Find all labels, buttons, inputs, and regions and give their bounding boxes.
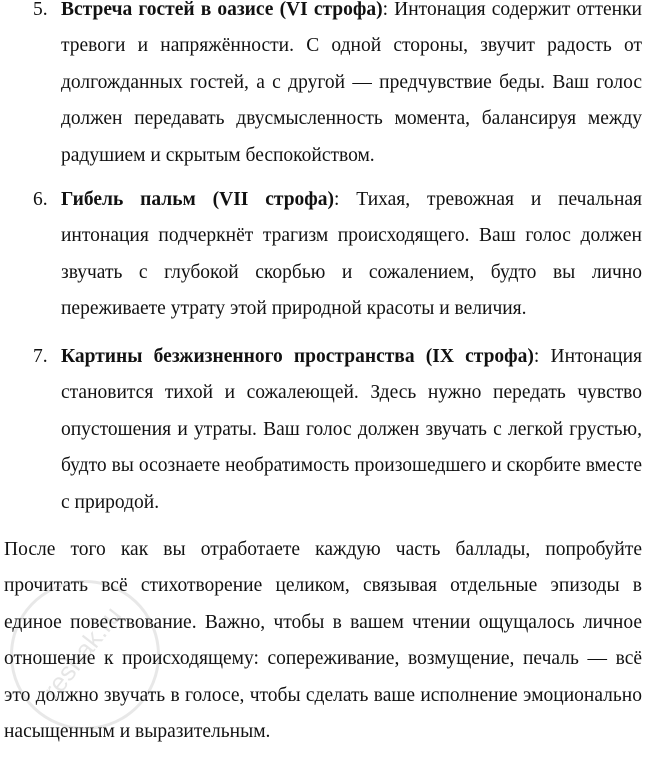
list-item-title: Встреча гостей в оазисе (VI строфа) <box>61 0 383 20</box>
list-number: 5. <box>33 0 48 20</box>
list-item-text: : Интонация содержит оттенки тревоги и напряжённости. С одной стороны, звучит радость от долгожданных гостей, а с другой — предчувствие беды. Ваш голос должен передавать двусмысленность момента, балансируя между радушием и скрытым беспокойством. <box>61 0 642 166</box>
list-item-title: Картины безжизненного пространства (IX строфа) <box>61 346 534 367</box>
watermark-text: reshak.ru <box>36 600 128 705</box>
list-item-body <box>61 339 642 521</box>
list-item-text: : Интонация становится тихой и сожалеющей. Здесь нужно передать чувство опустошения и утраты. Ваш голос должен звучать с легкой грустью, будто вы осознаете необратимость произошедшего и скорбите вместе с природой. <box>61 346 642 513</box>
list-number: 6. <box>33 189 48 210</box>
list-number: 7. <box>33 346 48 367</box>
list-item-text: : Тихая, тревожная и печальная интонация подчеркнёт трагизм происходящего. Ваш голос должен звучать с глубокой скорбью и сожалением, будто вы лично переживаете утрату этой природной красоты и величия. <box>61 189 642 320</box>
list-item-body <box>61 182 642 328</box>
list-item-title: Гибель пальм (VII строфа) <box>61 189 335 210</box>
list-item-body <box>61 0 642 174</box>
closing-paragraph: После того как вы отработаете каждую часть баллады, попробуйте прочитать всё стихотворение целиком, связывая отдельные эпизоды в единое повествование. Важно, чтобы в вашем чтении ощущалось личное отношение к происходящему: сопереживание, возмущение, печаль — всё это должно звучать в голосе, чтобы сделать ваше исполнение эмоционально насыщенным и выразительным. <box>4 539 642 743</box>
